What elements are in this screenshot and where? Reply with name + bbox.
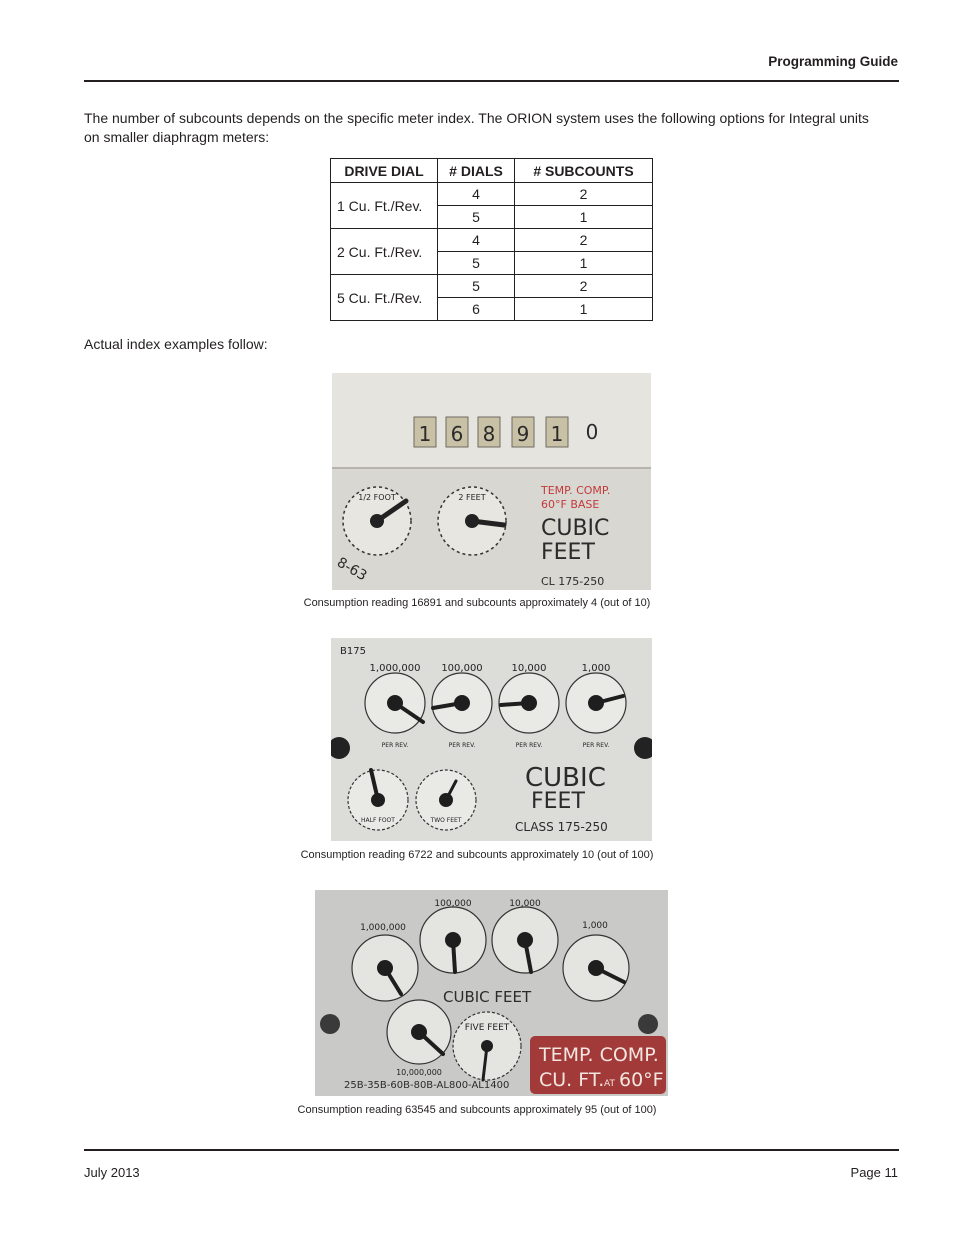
model-label: B175 [340,646,366,657]
dial-label: 1,000,000 [369,663,421,674]
meter-photo-1 [332,373,651,590]
intro-paragraph: The number of subcounts depends on the specific meter index. The ORION system uses the following options for Integral units on smaller diaphragm meters: [84,110,869,145]
dial-label: 10,000 [511,663,547,674]
mounting-hole [320,1014,340,1034]
cubic-label: CUBIC [525,763,606,793]
at-label: AT [604,1079,615,1089]
temp-comp-plate [530,1036,666,1094]
cubic-label: CUBIC [541,516,610,541]
page-header-title: Programming Guide [768,54,898,69]
two-feet-dial [416,770,476,830]
dials-cell: 5 [438,275,515,298]
subcounts-cell: 2 [515,229,653,252]
footer-date: July 2013 [84,1165,140,1180]
dial-label: 10,000 [509,899,541,909]
five-feet-dial [453,1012,521,1080]
table-row [331,275,653,298]
odometer-digit: 8 [482,422,496,446]
drive-dial-cell: 5 Cu. Ft./Rev. [331,275,438,321]
dials-cell: 5 [438,252,515,275]
two-feet-dial [438,487,506,555]
dials-cell: 4 [438,183,515,206]
header-rule [84,80,899,82]
meter-photo-2 [331,638,652,841]
base-label: 60°F BASE [541,498,600,511]
mounting-hole [638,1014,658,1034]
feet-label: FEET [531,789,585,814]
drive-dial-cell: 1 Cu. Ft./Rev. [331,183,438,229]
odometer-digit: 6 [450,422,464,446]
odometer-digit: 1 [418,422,432,446]
footer-page-number: Page 11 [850,1165,898,1180]
per-rev-label: PER REV. [515,742,543,749]
stamp-label: 8-63 [334,554,370,585]
half-foot-dial [343,487,411,555]
class-label: CL 175-250 [541,575,605,588]
dial-label: HALF FOOT [361,817,395,824]
dial-label: FIVE FEET [464,1023,510,1033]
subcounts-cell: 1 [515,206,653,229]
dial-label: 10,000,000 [396,1068,442,1077]
subcounts-cell: 2 [515,183,653,206]
temp-comp-label: TEMP. COMP. [541,484,611,497]
dial-label: 2 FEET [458,493,486,502]
subcounts-cell: 2 [515,275,653,298]
dial-label: 100,000 [441,663,483,674]
temp-comp-label: TEMP. COMP. [539,1044,659,1066]
table-header-dials: # DIALS [438,159,515,183]
table-header-drive-dial: DRIVE DIAL [331,159,438,183]
cu-ft-label: CU. FT. [539,1069,605,1091]
per-rev-label: PER REV. [582,742,610,749]
table-row [331,229,653,252]
table-row [331,183,653,206]
meter-photo-3 [315,890,668,1096]
feet-label: FEET [541,540,595,565]
half-foot-dial [348,770,408,830]
subcount-table [330,158,653,321]
subcounts-cell: 1 [515,252,653,275]
model-list-label: 25B-35B-60B-80B-AL800-AL1400 [344,1080,510,1091]
figure-caption-2: Consumption reading 6722 and subcounts approximately 10 (out of 100) [300,849,654,861]
per-rev-label: PER REV. [448,742,476,749]
per-rev-label: PER REV. [381,742,409,749]
dial-label: 1,000,000 [360,923,406,933]
odometer-digit: 1 [550,422,564,446]
odometer-digit: 0 [585,420,599,444]
dials-cell: 4 [438,229,515,252]
dial-label: 1,000 [582,921,608,931]
cubic-feet-label: CUBIC FEET [443,988,532,1006]
table-header-subcounts: # SUBCOUNTS [515,159,653,183]
dials-cell: 6 [438,298,515,321]
figure-caption-3: Consumption reading 63545 and subcounts approximately 95 (out of 100) [297,1104,657,1116]
dial-label: 1,000 [581,663,611,674]
class-label: CLASS 175-250 [515,820,608,834]
footer-rule [84,1149,899,1151]
dial-label: 1/2 FOOT [358,493,396,502]
figure-caption-1: Consumption reading 16891 and subcounts approximately 4 (out of 10) [303,597,651,609]
dial-label: TWO FEET [430,817,462,824]
temperature-label: 60°F [619,1069,664,1091]
dial-label: 100,000 [434,899,472,909]
follow-text: Actual index examples follow: [84,336,268,352]
subcounts-cell: 1 [515,298,653,321]
dials-cell: 5 [438,206,515,229]
drive-dial-cell: 2 Cu. Ft./Rev. [331,229,438,275]
odometer-digit: 9 [516,422,530,446]
